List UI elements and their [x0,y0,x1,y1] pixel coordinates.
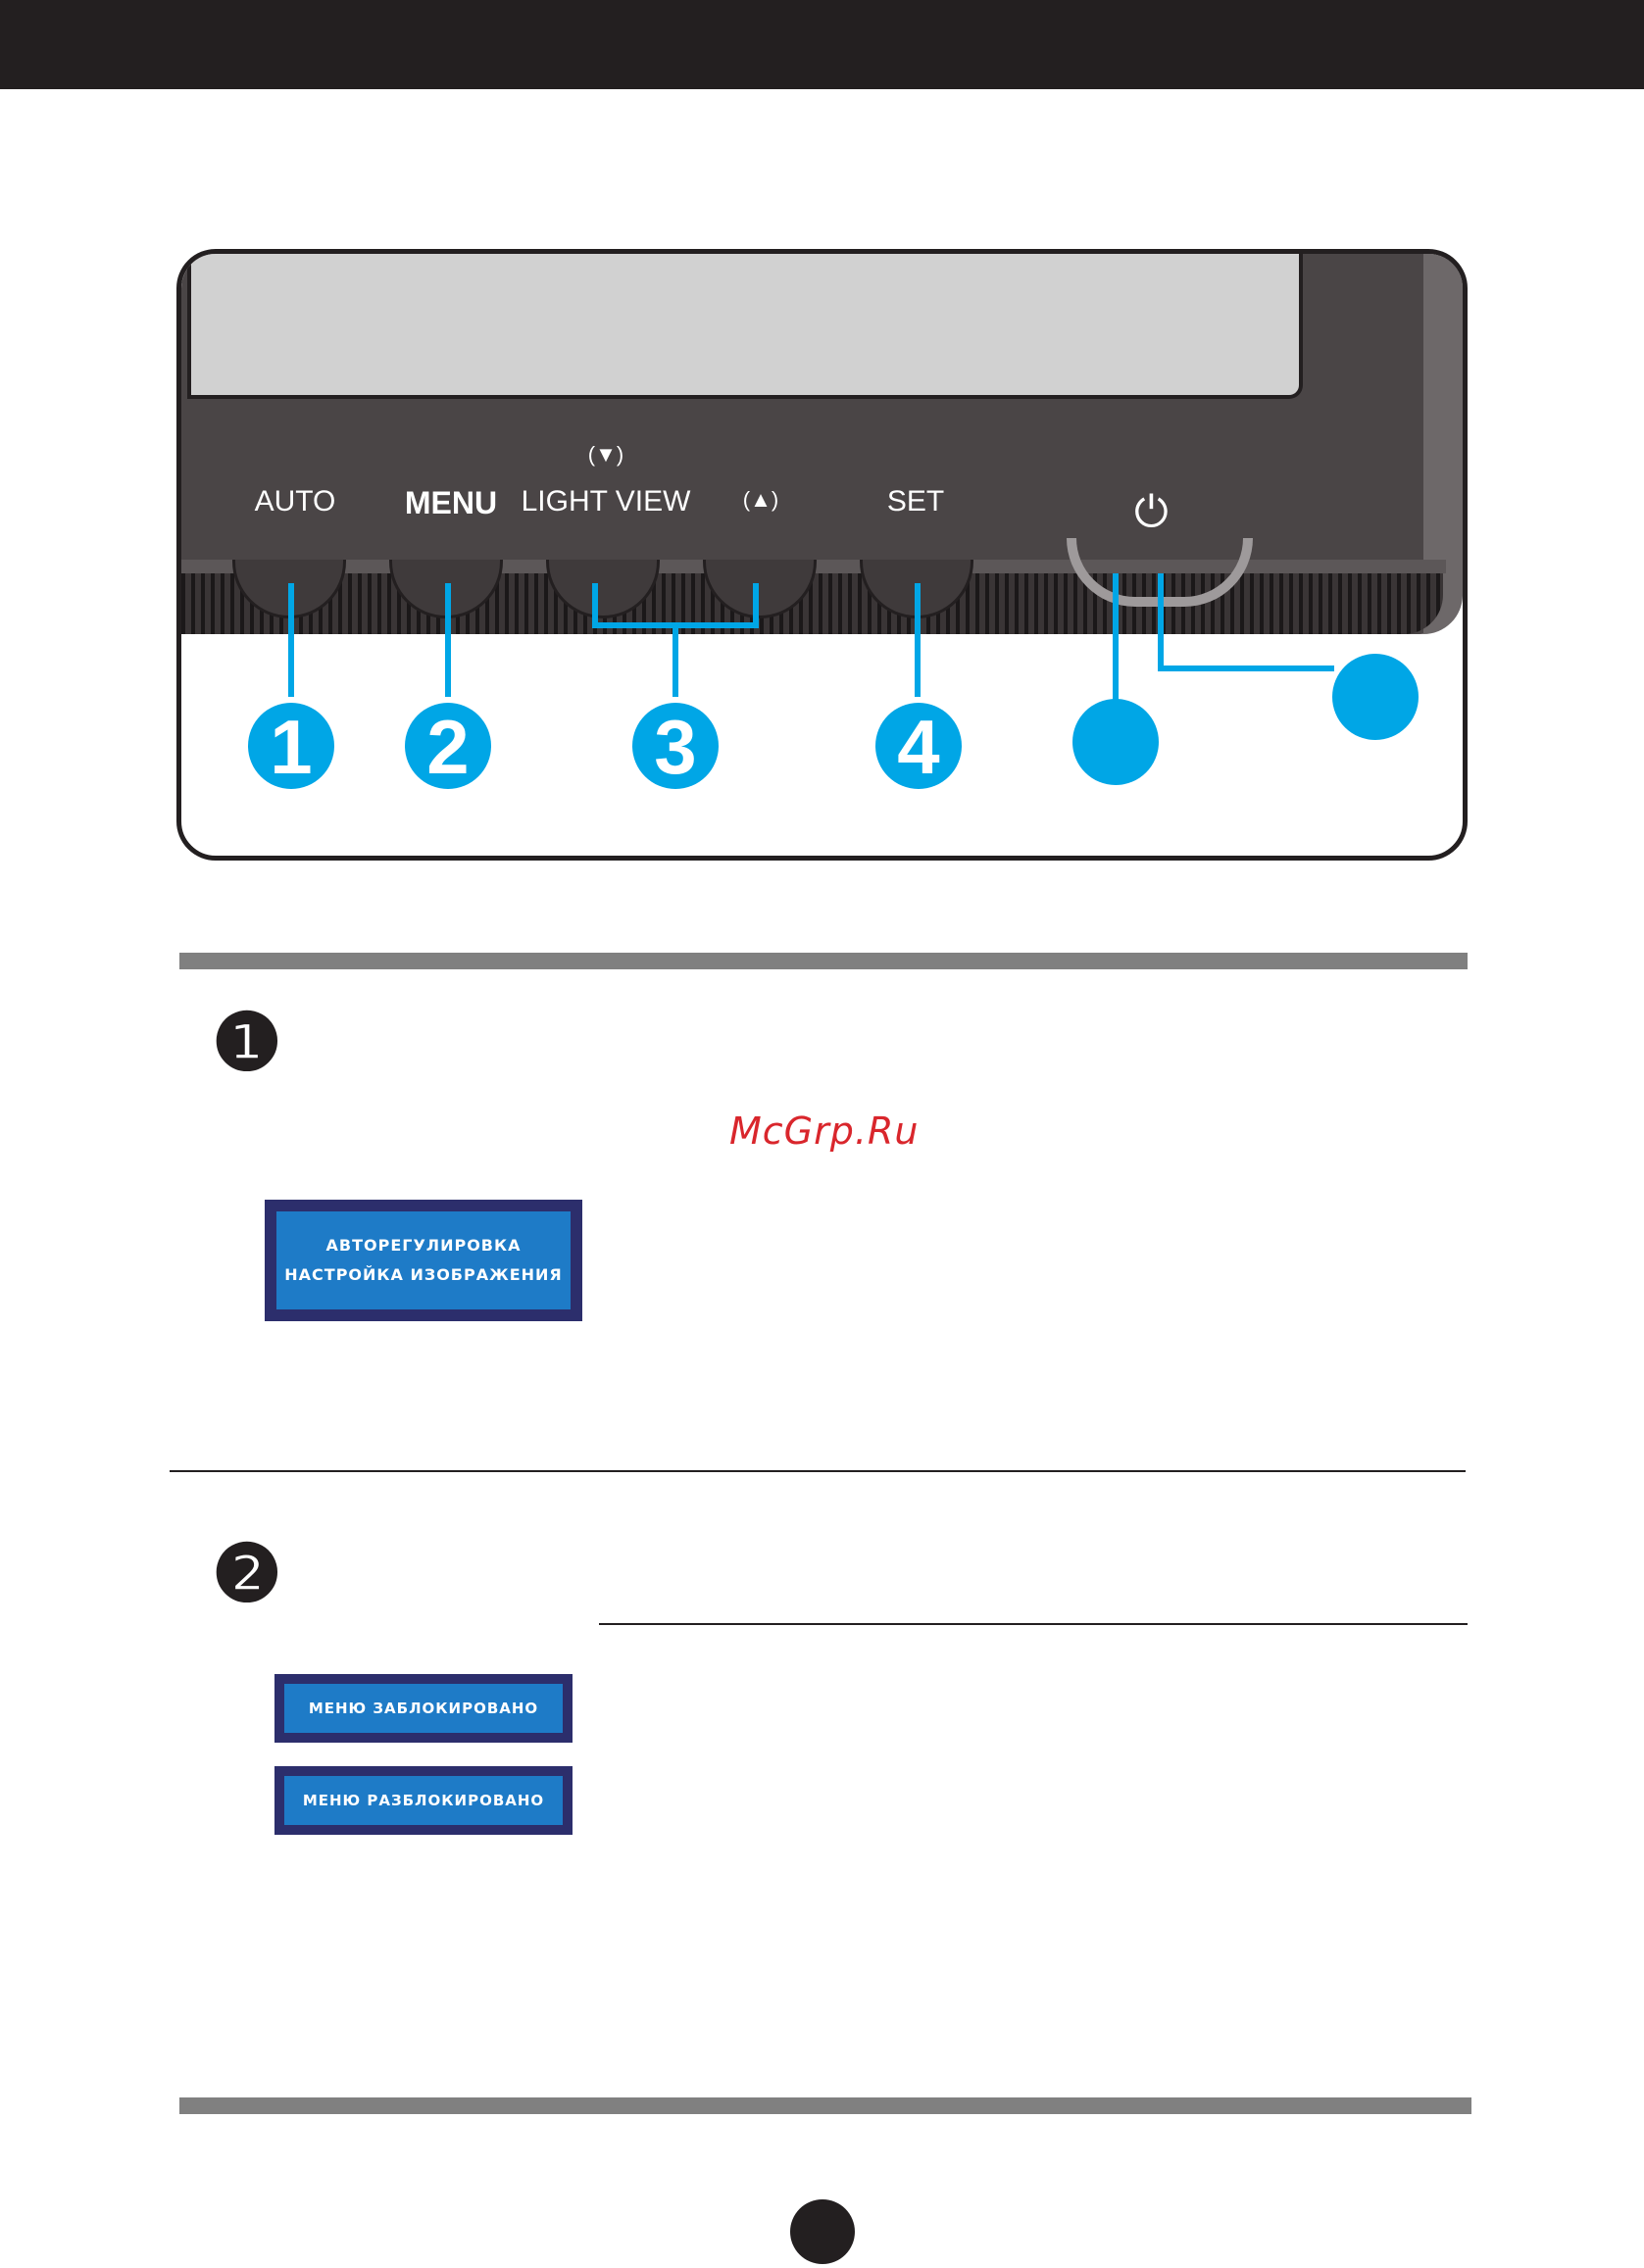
monitor-illustration [176,249,1468,861]
set-label: SET [886,485,945,518]
osd-line-image: НАСТРОЙКА ИЗОБРАЖЕНИЯ [284,1265,563,1284]
up-arrow-label: (▲) [742,487,779,512]
osd-unlocked-text: МЕНЮ РАЗБЛОКИРОВАНО [302,1791,545,1809]
callout-line-3c [673,622,678,697]
down-arrow-label: (▼) [587,442,624,467]
power-icon[interactable]: ⏻ [1134,488,1169,536]
section-divider-bottom [179,2097,1471,2114]
monitor-screen [187,254,1303,399]
callout-5 [1072,699,1159,785]
section-1-badge: ❶ [212,999,282,1086]
callout-line-1 [288,583,294,697]
callout-line-2 [445,583,451,697]
callout-line-6b [1158,666,1334,671]
osd-line-auto: АВТОРЕГУЛИРОВКА [325,1235,522,1255]
osd-locked-text: МЕНЮ ЗАБЛОКИРОВАНО [308,1699,539,1717]
watermark: McGrp.Ru [729,1109,920,1153]
osd-menu-unlocked [274,1766,573,1835]
callout-2: 2 [405,703,491,789]
top-header-bar [0,0,1644,89]
callout-3: 3 [632,703,719,789]
callout-6 [1332,654,1419,740]
section-2-badge: ❷ [212,1530,282,1617]
menu-label: MENU [404,485,498,520]
callout-line-4 [915,583,921,697]
page-number-dot [790,2199,855,2264]
section-divider-top [179,953,1468,969]
callout-line-5 [1113,573,1119,711]
callout-4: 4 [875,703,962,789]
osd-auto-adjust [265,1200,582,1321]
callout-line-6a [1158,573,1164,671]
osd-menu-locked [274,1674,573,1743]
section-2-rule [599,1623,1468,1625]
section-rule [170,1470,1466,1472]
light-view-label: LIGHT VIEW [521,485,691,518]
callout-1: 1 [248,703,334,789]
auto-label: AUTO [254,485,336,518]
